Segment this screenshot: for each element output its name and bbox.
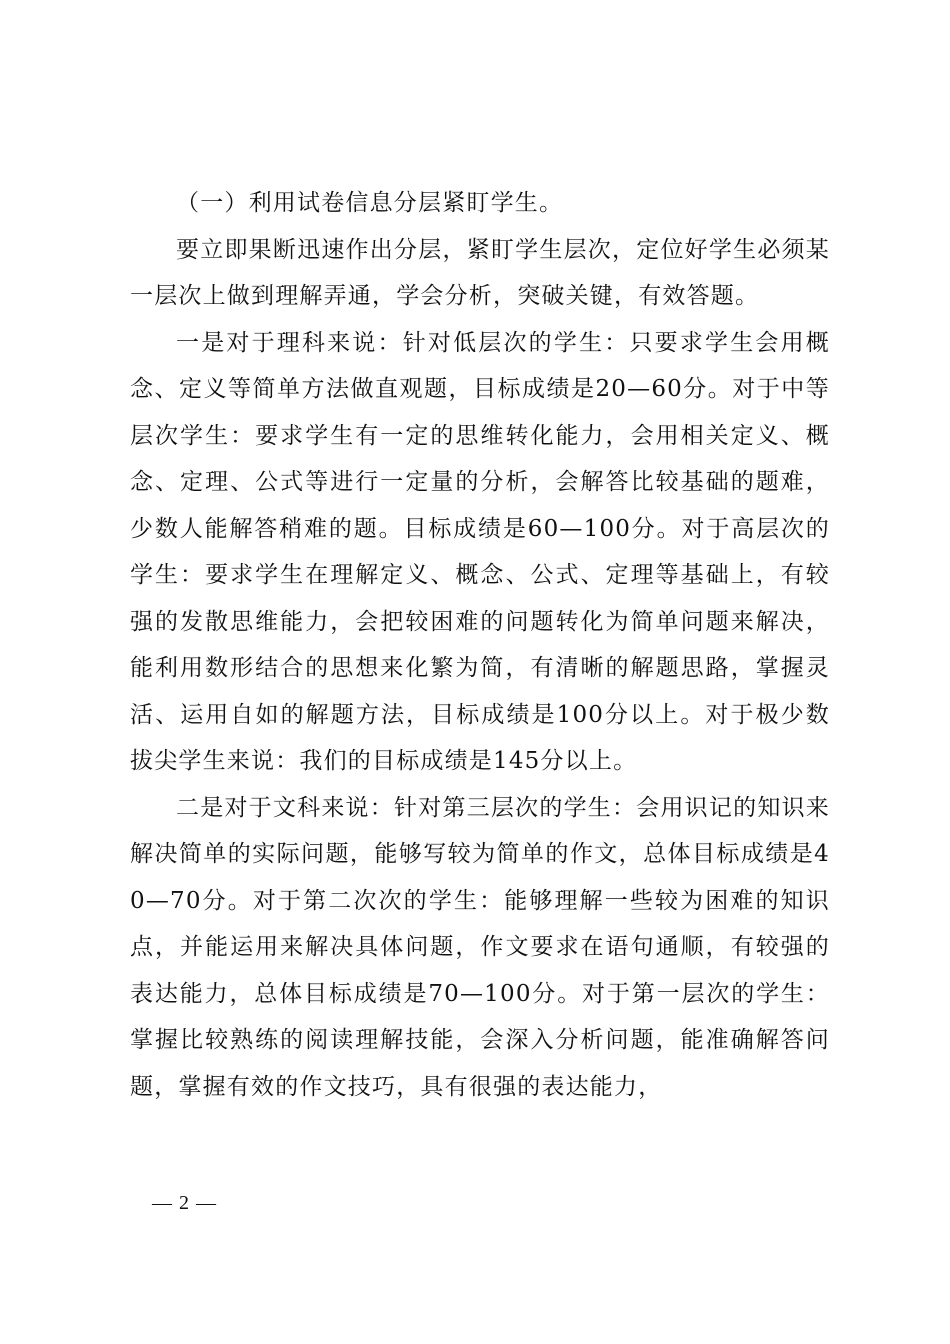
paragraph-science: 一是对于理科来说：针对低层次的学生：只要求学生会用概念、定义等简单方法做直观题，目标成绩是20—60分。对于中等层次学生：要求学生有一定的思维转化能力，会用相关定义、概念、定理、公式等进行一定量的分析，会解答比较基础的题难，少数人能解答稍难的题。目标成绩是60—100分。对于高层次的学生：要求学生在理解定义、概念、公式、定理等基础上，有较强的发散思维能力，会把较困难的问题转化为简单问题来解决，能利用数形结合的思想来化繁为简，有清晰的解题思路，掌握灵活、运用自如的解题方法，目标成绩是100分以上。对于极少数拔尖学生来说：我们的目标成绩是145分以上。 — [130, 329, 830, 774]
paragraph-liberal-arts: 二是对于文科来说：针对第三层次的学生：会用识记的知识来解决简单的实际问题，能够写较为简单的作文，总体目标成绩是40—70分。对于第二次次的学生：能够理解一些较为困难的知识点，并能运用来解决具体问题，作文要求在语句通顺，有较强的表达能力，总体目标成绩是70—100分。对于第一层次的学生：掌握比较熟练的阅读理解技能，会深入分析问题，能准确解答问题，掌握有效的作文技巧，具有很强的表达能力， — [130, 794, 830, 1100]
paragraph-layering-intro: 要立即果断迅速作出分层，紧盯学生层次，定位好学生必须某一层次上做到理解弄通，学会分析，突破关键，有效答题。 — [130, 236, 830, 309]
page-number: — 2 — — [152, 1192, 217, 1214]
document-body — [130, 180, 830, 1110]
section-heading: （一）利用试卷信息分层紧盯学生。 — [176, 190, 564, 216]
